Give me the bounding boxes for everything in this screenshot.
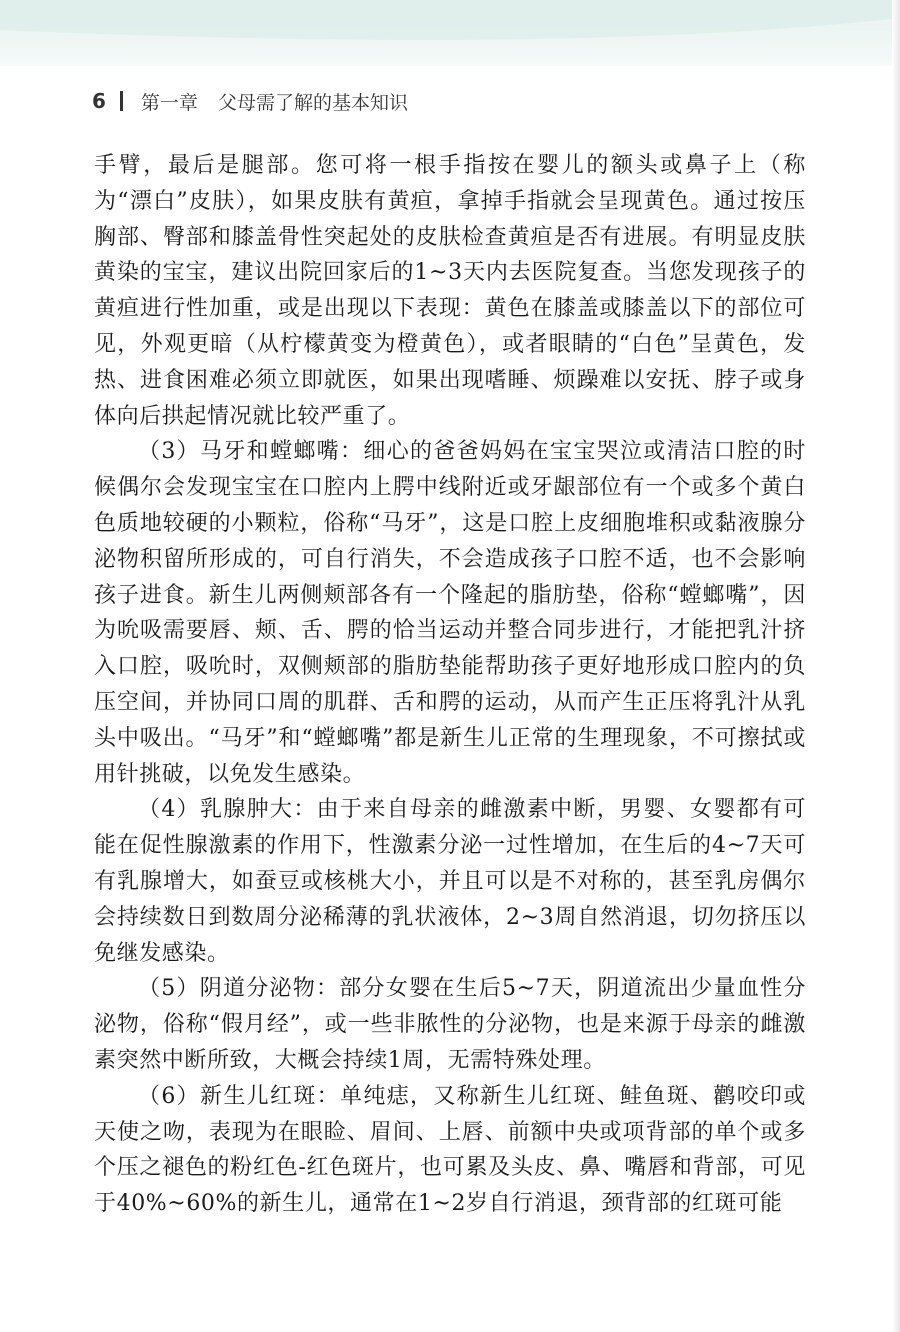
running-header: [92, 86, 408, 116]
paragraph-epstein-pearls: （3）马牙和螳螂嘴：细心的爸爸妈妈在宝宝哭泣或清洁口腔的时候偶尔会发现宝宝在口腔内上腭中线附近或牙龈部位有一个或多个黄白色质地较硬的小颗粒，俗称“马牙”，这是口腔上皮细胞堆积或黏液腺分泌物积留所形成的，可自行消失，不会造成孩子口腔不适，也不会影响孩子进食。新生儿两侧颊部各有一个隆起的脂肪垫，俗称“螳螂嘴”，因为吮吸需要唇、颊、舌、腭的恰当运动并整合同步进行，才能把乳汁挤入口腔，吸吮时，双侧颊部的脂肪垫能帮助孩子更好地形成口腔内的负压空间，并协同口周的肌群、舌和腭的运动，从而产生正压将乳汁从乳头中吸出。“马牙”和“螳螂嘴”都是新生儿正常的生理现象，不可擦拭或用针挑破，以免发生感染。: [94, 439, 806, 787]
page-number: 6: [92, 89, 106, 113]
chapter-number: 第一章: [140, 91, 198, 114]
body-text: [94, 148, 806, 1222]
paragraph-jaundice-continued: 手臂，最后是腿部。您可将一根手指按在婴儿的额头或鼻子上（称为“漂白”皮肤），如果皮肤有黄疸，拿掉手指就会呈现黄色。通过按压胸部、臀部和膝盖骨性突起处的皮肤检查黄疸是否有进展。有明显皮肤黄染的宝宝，建议出院回家后的1~3天内去医院复查。当您发现孩子的黄疸进行性加重，或是出现以下表现：黄色在膝盖或膝盖以下的部位可见，外观更暗（从柠檬黄变为橙黄色），或者眼睛的“白色”呈黄色，发热、进食困难必须立即就医，如果出现嗜睡、烦躁难以安抚、脖子或身体向后拱起情况就比较严重了。: [94, 153, 806, 429]
chapter-title: 父母需了解的基本知识: [217, 91, 408, 114]
header-separator: [120, 91, 123, 111]
page-edge-shadow: [892, 0, 900, 1332]
paragraph-nevus-simplex: （6）新生儿红斑：单纯痣，又称新生儿红斑、鲑鱼斑、鹳咬印或天使之吻，表现为在眼睑、眉间、上唇、前额中央或项背部的单个或多个压之褪色的粉红色-红色斑片，也可累及头皮、鼻、嘴唇和背部，可见于40%~60%的新生儿，通常在1~2岁自行消退，颈背部的红斑可能: [94, 1083, 806, 1217]
top-decorative-band: [0, 0, 900, 66]
top-curve-decoration: [0, 0, 900, 66]
paragraph-breast-swelling: （4）乳腺肿大：由于来自母亲的雌激素中断，男婴、女婴都有可能在促性腺激素的作用下，性激素分泌一过性增加，在生后的4~7天可有乳腺增大，如蚕豆或核桃大小，并且可以是不对称的，甚至乳房偶尔会持续数日到数周分泌稀薄的乳状液体，2~3周自然消退，切勿挤压以免继发感染。: [94, 797, 806, 966]
paragraph-vaginal-discharge: （5）阴道分泌物：部分女婴在生后5~7天，阴道流出少量血性分泌物，俗称“假月经”，或一些非脓性的分泌物，也是来源于母亲的雌激素突然中断所致，大概会持续1周，无需特殊处理。: [94, 976, 806, 1073]
